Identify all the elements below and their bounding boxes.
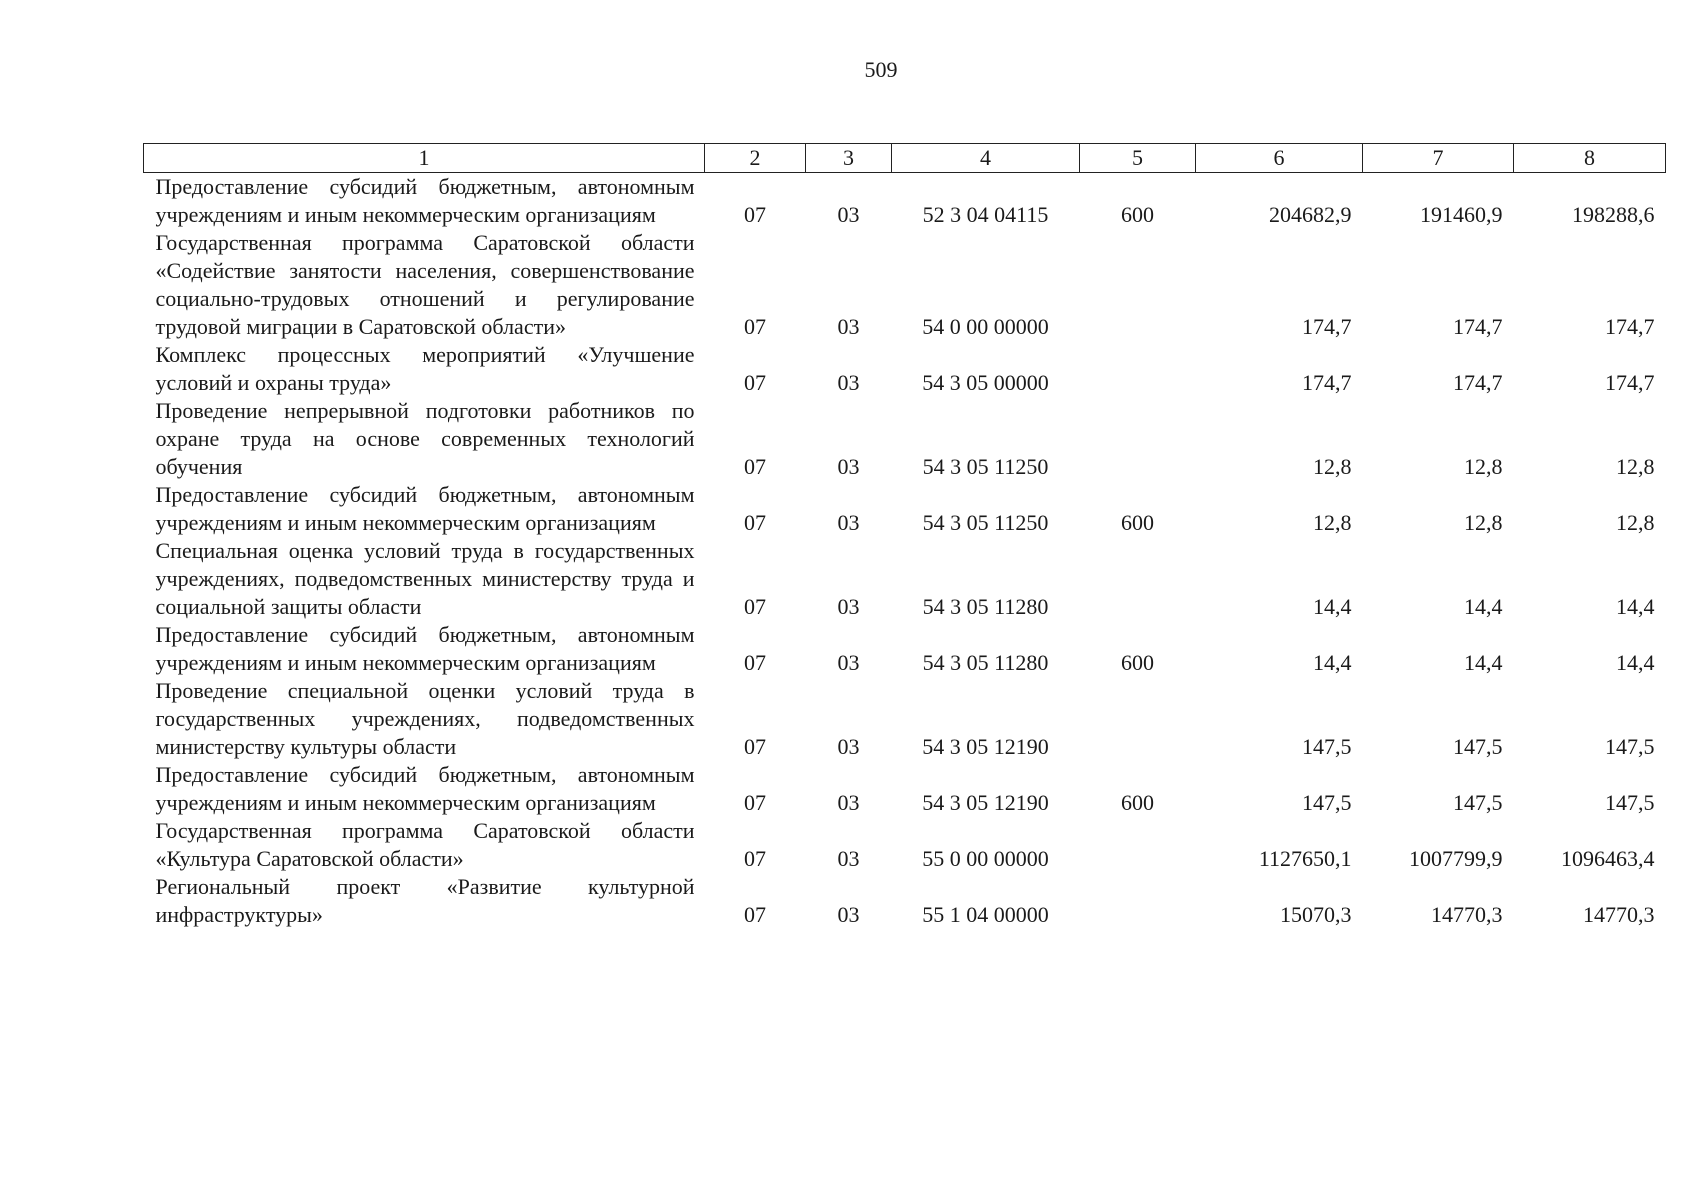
row-amount-col-6: 147,5 <box>1302 734 1352 759</box>
row-description: Комплекс процессных мероприятий «Улучшение условий и охраны труда» <box>155 342 695 395</box>
row-description: Предоставление субсидий бюджетным, автономным учреждениям и иным некоммерческим организациям <box>155 174 695 227</box>
row-section-code: 07 <box>744 846 766 871</box>
row-amount-col-6: 12,8 <box>1313 510 1352 535</box>
header-col-4: 4 <box>892 144 1080 173</box>
budget-table <box>143 143 1666 929</box>
row-description: Государственная программа Саратовской области «Культура Саратовской области» <box>155 818 695 871</box>
row-target-article-code: 55 1 04 00000 <box>922 902 1049 927</box>
row-subsection-code: 03 <box>837 454 860 479</box>
row-target-article-code: 55 0 00 00000 <box>922 846 1049 871</box>
row-target-article-code: 52 3 04 04115 <box>922 202 1049 227</box>
row-amount-col-8: 174,7 <box>1605 370 1655 395</box>
row-subsection-code: 03 <box>837 370 860 395</box>
row-expense-type-code <box>1080 873 1196 929</box>
table-body <box>144 173 1666 930</box>
row-amount-col-7: 147,5 <box>1453 734 1503 759</box>
header-col-7: 7 <box>1363 144 1514 173</box>
row-expense-type-code <box>1080 229 1196 341</box>
header-col-6: 6 <box>1196 144 1363 173</box>
row-amount-col-7: 12,8 <box>1464 510 1503 535</box>
row-amount-col-6: 12,8 <box>1313 454 1352 479</box>
row-amount-col-8: 1096463,4 <box>1561 846 1655 871</box>
table-row <box>144 229 1666 341</box>
header-col-3: 3 <box>806 144 892 173</box>
row-expense-type-code <box>1080 817 1196 873</box>
table-row <box>144 397 1666 481</box>
row-subsection-code: 03 <box>837 846 860 871</box>
row-description: Предоставление субсидий бюджетным, автономным учреждениям и иным некоммерческим организациям <box>155 762 695 815</box>
table-row <box>144 761 1666 817</box>
row-amount-col-8: 14,4 <box>1616 594 1655 619</box>
row-target-article-code: 54 3 05 12190 <box>922 734 1049 759</box>
row-section-code: 07 <box>744 902 766 927</box>
table-row <box>144 677 1666 761</box>
row-target-article-code: 54 3 05 11280 <box>922 594 1049 619</box>
row-amount-col-7: 14770,3 <box>1431 902 1503 927</box>
row-amount-col-7: 1007799,9 <box>1409 846 1503 871</box>
row-amount-col-6: 14,4 <box>1313 650 1352 675</box>
row-description: Специальная оценка условий труда в государственных учреждениях, подведомственных министерству труда и социальной защиты области <box>155 538 695 619</box>
row-description: Проведение непрерывной подготовки работников по охране труда на основе современных технологий обучения <box>155 398 695 479</box>
table-row <box>144 173 1666 230</box>
row-target-article-code: 54 3 05 00000 <box>922 370 1049 395</box>
row-amount-col-7: 174,7 <box>1453 314 1503 339</box>
row-subsection-code: 03 <box>837 734 860 759</box>
row-amount-col-6: 174,7 <box>1302 314 1352 339</box>
row-expense-type-code <box>1080 341 1196 397</box>
page-number: 509 <box>864 57 898 82</box>
row-target-article-code: 54 0 00 00000 <box>922 314 1049 339</box>
row-amount-col-7: 174,7 <box>1453 370 1503 395</box>
row-amount-col-8: 174,7 <box>1605 314 1655 339</box>
row-amount-col-6: 14,4 <box>1313 594 1352 619</box>
row-amount-col-6: 204682,9 <box>1269 202 1352 227</box>
row-section-code: 07 <box>744 594 766 619</box>
row-description: Государственная программа Саратовской области «Содействие занятости населения, совершенствование социально-трудовых отношений и регулирование трудовой миграции в Саратовской области» <box>155 230 695 339</box>
row-expense-type-code: 600 <box>1121 650 1154 675</box>
row-amount-col-6: 174,7 <box>1302 370 1352 395</box>
row-amount-col-8: 198288,6 <box>1572 202 1655 227</box>
header-col-8: 8 <box>1514 144 1666 173</box>
row-subsection-code: 03 <box>837 314 860 339</box>
row-description: Предоставление субсидий бюджетным, автономным учреждениям и иным некоммерческим организациям <box>155 622 695 675</box>
row-description: Предоставление субсидий бюджетным, автономным учреждениям и иным некоммерческим организациям <box>155 482 695 535</box>
row-subsection-code: 03 <box>837 510 860 535</box>
row-expense-type-code <box>1080 537 1196 621</box>
row-target-article-code: 54 3 05 11250 <box>922 510 1049 535</box>
row-subsection-code: 03 <box>837 202 860 227</box>
table-row <box>144 481 1666 537</box>
row-expense-type-code <box>1080 397 1196 481</box>
table-row <box>144 817 1666 873</box>
row-expense-type-code: 600 <box>1121 790 1154 815</box>
table-row <box>144 621 1666 677</box>
row-section-code: 07 <box>744 650 766 675</box>
row-target-article-code: 54 3 05 12190 <box>922 790 1049 815</box>
row-amount-col-8: 12,8 <box>1616 510 1655 535</box>
row-subsection-code: 03 <box>837 902 860 927</box>
header-col-1: 1 <box>144 144 705 173</box>
row-section-code: 07 <box>744 202 766 227</box>
row-amount-col-8: 14770,3 <box>1583 902 1655 927</box>
row-section-code: 07 <box>744 314 766 339</box>
row-expense-type-code: 600 <box>1121 202 1154 227</box>
row-section-code: 07 <box>744 370 766 395</box>
row-description: Региональный проект «Развитие культурной инфраструктуры» <box>155 874 695 927</box>
row-amount-col-7: 147,5 <box>1453 790 1503 815</box>
row-section-code: 07 <box>744 734 766 759</box>
header-col-2: 2 <box>705 144 806 173</box>
row-amount-col-6: 147,5 <box>1302 790 1352 815</box>
header-col-5: 5 <box>1080 144 1196 173</box>
row-amount-col-7: 14,4 <box>1464 594 1503 619</box>
row-amount-col-7: 14,4 <box>1464 650 1503 675</box>
table-header-row <box>144 144 1666 173</box>
table-row <box>144 537 1666 621</box>
table-row <box>144 341 1666 397</box>
row-subsection-code: 03 <box>837 650 860 675</box>
row-amount-col-8: 14,4 <box>1616 650 1655 675</box>
row-amount-col-7: 191460,9 <box>1420 202 1503 227</box>
row-description: Проведение специальной оценки условий труда в государственных учреждениях, подведомственных министерству культуры области <box>155 678 695 759</box>
row-amount-col-8: 12,8 <box>1616 454 1655 479</box>
row-expense-type-code <box>1080 677 1196 761</box>
table-row <box>144 873 1666 929</box>
row-target-article-code: 54 3 05 11250 <box>922 454 1049 479</box>
row-subsection-code: 03 <box>837 594 860 619</box>
row-amount-col-8: 147,5 <box>1605 790 1655 815</box>
row-amount-col-8: 147,5 <box>1605 734 1655 759</box>
row-section-code: 07 <box>744 454 766 479</box>
row-amount-col-6: 1127650,1 <box>1258 846 1352 871</box>
row-expense-type-code: 600 <box>1121 510 1154 535</box>
row-section-code: 07 <box>744 790 766 815</box>
row-section-code: 07 <box>744 510 766 535</box>
row-amount-col-6: 15070,3 <box>1280 902 1352 927</box>
row-amount-col-7: 12,8 <box>1464 454 1503 479</box>
row-subsection-code: 03 <box>837 790 860 815</box>
row-target-article-code: 54 3 05 11280 <box>922 650 1049 675</box>
